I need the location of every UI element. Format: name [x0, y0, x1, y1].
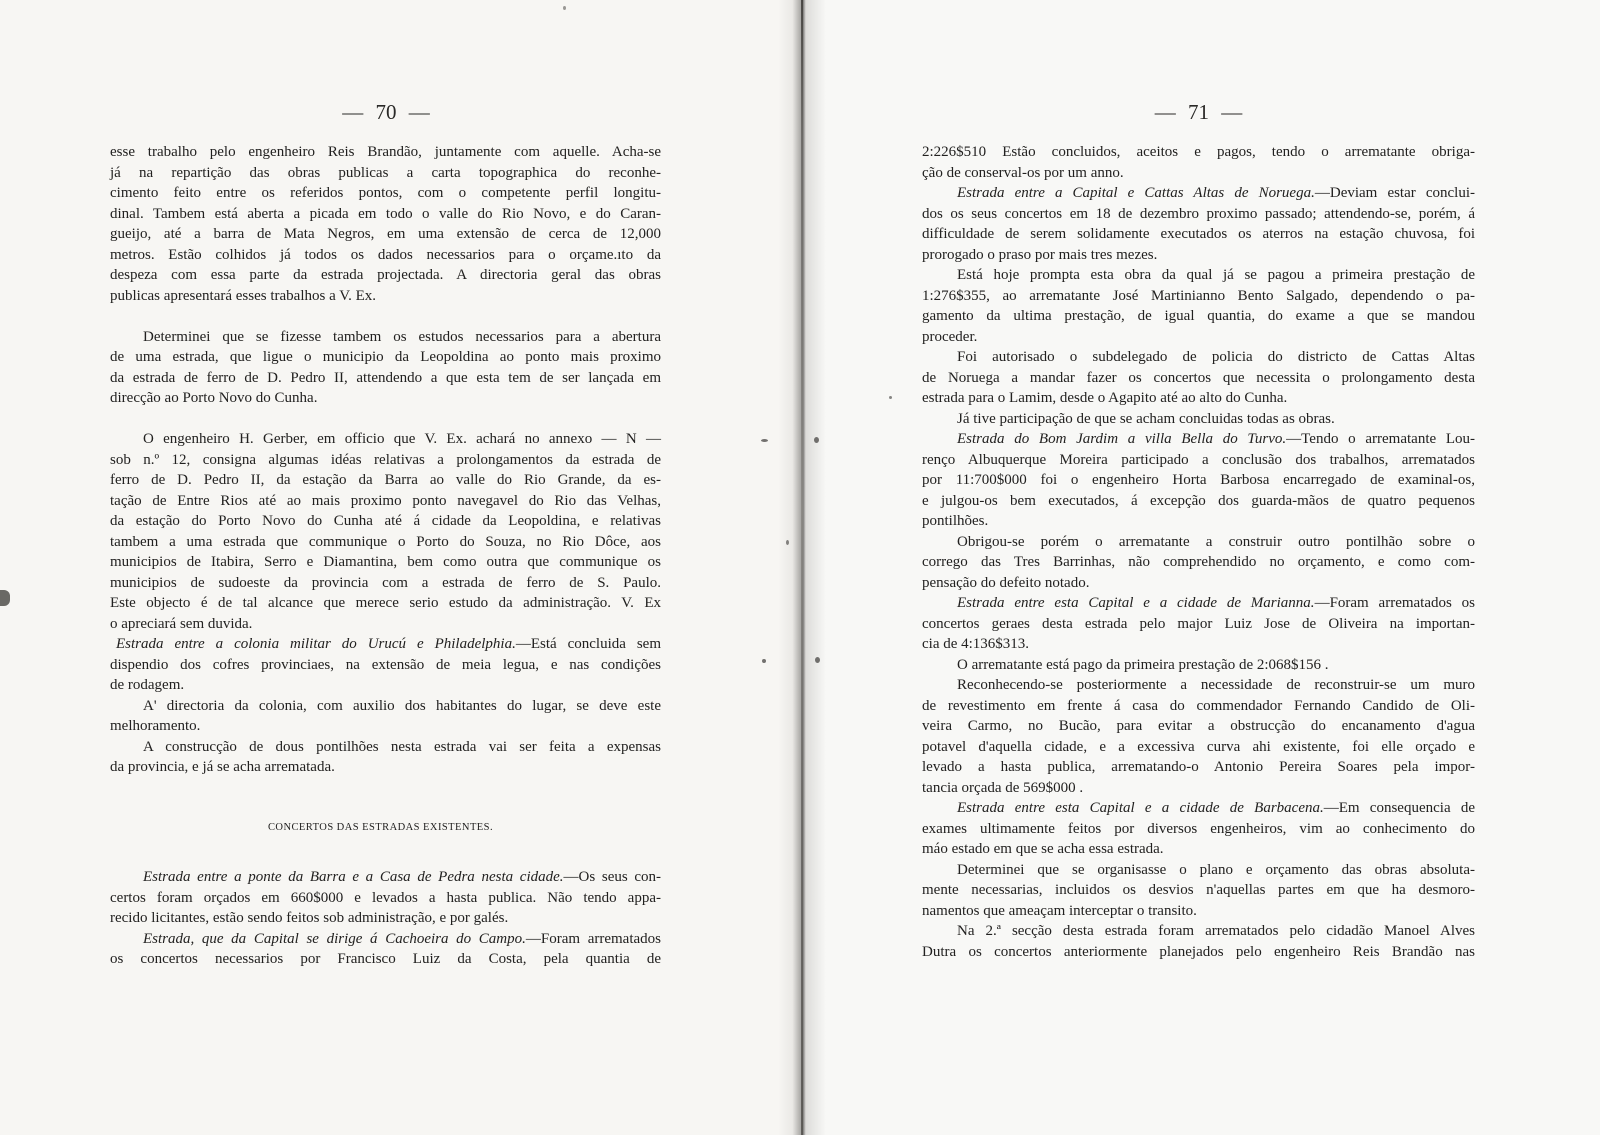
text-line: de rodagem. [110, 677, 185, 693]
paragraph [110, 696, 661, 737]
text-line: A' directoria da colonia, com auxilio dos habitantes do lugar, se deve este [143, 697, 661, 714]
paragraph [922, 655, 1475, 676]
paragraph [110, 737, 661, 778]
line-text: —Foram arrematados [525, 930, 661, 947]
text-line: pontilhões. [922, 513, 989, 529]
road-title: Estrada entre a ponte da Barra e a Casa de Pedra nesta cidade. [143, 869, 564, 885]
paragraph [922, 532, 1475, 594]
paragraph [110, 142, 661, 306]
road-title: Estrada entre esta Capital e a cidade de Barbacena. [957, 800, 1324, 816]
text-line: concertos geraes desta estrada pelo major Luiz Jose de Oliveira na importan- [922, 615, 1475, 632]
text-line: Este objecto é de tal alcance que merece serio estudo da administração. V. Ex [110, 595, 661, 611]
left-page-text [110, 142, 661, 970]
text-line: potavel d'aquella cidade, e a excessiva curva ahi existente, foi elle orçado e [922, 738, 1475, 755]
text-line: Determinei que se fizesse tambem os estudos necessarios para a abertura [143, 328, 661, 345]
road-title: Estrada do Bom Jardim a villa Bella do Turvo. [957, 431, 1287, 447]
paragraph [110, 929, 661, 970]
line-text: —Deviam estar conclui- [1314, 185, 1475, 201]
text-line: sob n.º 12, consigna algumas idéas relativas a prolongamentos da estrada de [110, 451, 661, 468]
text-line: mente necessarias, incluidos os desvios n'aquellas partes em que ha desmoro- [922, 882, 1475, 898]
text-line: municipios de sudoeste da provincia com a estrada de ferro de S. Paulo. [110, 574, 661, 591]
paragraph [922, 265, 1475, 347]
road-title: Estrada entre a Capital e Cattas Altas de Noruega. [957, 185, 1315, 201]
text-line [922, 429, 1475, 450]
text-line: Foi autorisado o subdelegado de policia do districto de Cattas Altas [957, 349, 1475, 365]
scan-speck [814, 437, 819, 443]
text-line: 1:276$355, ao arrematante José Martinianno Bento Salgado, dependendo o pa- [922, 287, 1475, 304]
text-line: melhoramento. [110, 718, 201, 734]
text-line: o apreciará sem duvida. [110, 615, 253, 632]
paragraph [110, 634, 661, 696]
text-line: Na 2.ª secção desta estrada foram arrematados pelo cidadão Manoel Alves [957, 923, 1475, 939]
text-line: por 11:700$000 foi o engenheiro Horta Barbosa encarregado de examinal-os, [922, 472, 1475, 488]
text-line: cia de 4:136$313. [922, 636, 1030, 652]
text-line: da estação do Porto Novo do Cunha até á cidade da Leopoldina, e relativas [110, 513, 661, 529]
line-text: —Tendo o arrematante Lou- [1286, 431, 1476, 447]
text-line: O engenheiro H. Gerber, em officio que V. Ex. achará no annexo — N — [143, 431, 661, 447]
text-line: 2:226$510 Estão concluidos, aceitos e pagos, tendo o arrematante obriga- [922, 144, 1475, 160]
scan-speck [762, 659, 766, 663]
text-line: dispendio dos cofres provinciaes, na extensão de meia legua, e nas condições [110, 656, 661, 673]
scan-speck [889, 396, 892, 399]
scan-speck [761, 439, 768, 442]
paragraph [922, 593, 1475, 655]
text-line: Obrigou-se porém o arrematante a construir outro pontilhão sobre o [957, 533, 1475, 550]
text-line: máo estado em que se acha essa estrada. [922, 841, 1164, 857]
paragraph [922, 347, 1475, 409]
text-line: cimento feito entre os referidos pontos, com o competente perfil longitu- [110, 185, 661, 201]
paragraph [110, 429, 661, 634]
text-line: corrego das Tres Barrinhas, não comprehendido no orçamento, e como com- [922, 554, 1475, 570]
text-line: Determinei que se organisasse o plano e orçamento das obras absoluta- [957, 861, 1475, 878]
text-line [922, 183, 1475, 204]
text-line: e julgou-os bem executados, á excepção dos guarda-mãos de quatro pequenos [922, 492, 1475, 509]
line-text: —Em consequencia de [1323, 800, 1475, 816]
page-number-right: — 71 — [1154, 100, 1243, 124]
paragraph [922, 183, 1475, 265]
text-line: recido licitantes, estão sendo feitos sob administração, e por galés. [110, 910, 509, 926]
road-title: Estrada entre a colonia militar do Urucú e Philadelphia. [116, 636, 516, 652]
text-line: metros. Estão colhidos já todos os dados necessarios para o orçame.ıto da [110, 246, 661, 263]
text-line: namentos que ameaçam interceptar o transito. [922, 902, 1197, 919]
text-line: estrada para o Lamim, desde o Agapito até ao alto do Cunha. [922, 390, 1288, 406]
text-line: pensação do defeito notado. [922, 574, 1090, 591]
scan-speck [815, 657, 820, 663]
text-line: exames ultimamente feitos por diversos engenheiros, vim ao conhecimento do [922, 820, 1475, 837]
text-line: levado a hasta publica, arrematando-o Antonio Pereira Soares pela impor- [922, 759, 1475, 775]
line-text: —Os seus con- [563, 869, 661, 885]
road-title: Estrada entre esta Capital e a cidade de Marianna. [957, 595, 1315, 611]
text-line: A construcção de dous pontilhões nesta estrada vai ser feita a expensas [143, 738, 661, 755]
text-line: tambem a uma estrada que communique o Porto do Souza, no Rio Dôce, aos [110, 533, 661, 550]
text-line: direcção ao Porto Novo do Cunha. [110, 390, 318, 406]
text-line: prorogado o praso por mais tres mezes. [922, 246, 1158, 263]
paragraph [922, 142, 1475, 183]
paragraph [110, 327, 661, 409]
scan-speck [786, 540, 789, 545]
text-line: despeza com essa parte da estrada projectada. A directoria geral das obras [110, 267, 661, 283]
text-line: dos os seus concertos em 18 de dezembro proximo passado; attendendo-se, porém, á [922, 205, 1475, 222]
text-line [110, 867, 661, 888]
paragraph [922, 409, 1475, 430]
scan-speck [563, 6, 566, 10]
text-line: de Noruega a mandar fazer os concertos que necessita o prolongamento desta [922, 369, 1475, 386]
paragraph [922, 429, 1475, 532]
text-line: já na repartição das obras publicas a carta topographica do reconhe- [110, 164, 661, 181]
text-line: esse trabalho pelo engenheiro Reis Brandão, juntamente com aquelle. Acha-se [110, 144, 661, 160]
text-line: de uma estrada, que ligue o municipio da Leopoldina ao ponto mais proximo [110, 349, 661, 365]
text-line: de revestimento em frente á casa do commendador Fernando Candido de Oli- [922, 697, 1475, 714]
line-text: —Foram arrematados os [1314, 595, 1475, 611]
text-line: renço Albuquerque Moreira participado a conclusão dos trabalhos, arrematados [922, 451, 1475, 468]
text-line: difficuldade de serem solidamente executados os aterros na estação chuvosa, foi [922, 226, 1475, 242]
paragraph [922, 798, 1475, 860]
text-line: Reconhecendo-se posteriormente a necessidade de reconstruir-se um muro [957, 677, 1475, 693]
text-line: gueijo, até a barra de Mata Negros, em uma extensão de cerca de 12,000 [110, 226, 661, 242]
line-text: —Está concluida sem [515, 636, 661, 652]
text-line: certos foram orçados em 660$000 e levados a hasta publica. Não tendo appa- [110, 889, 661, 906]
paragraph [922, 860, 1475, 922]
text-line: Dutra os concertos anteriormente planejados pelo engenheiro Reis Brandão nas [922, 943, 1475, 960]
paragraph [110, 867, 661, 929]
text-line [922, 593, 1475, 614]
scan-speck [0, 590, 10, 606]
text-line: ção de conserval-os por um anno. [922, 164, 1124, 181]
text-line [110, 634, 661, 655]
page-number-left: — 70 — [342, 100, 430, 124]
paragraph [922, 675, 1475, 798]
text-line: Está hoje prompta esta obra da qual já se pagou a primeira prestação de [957, 267, 1475, 283]
text-line: gamento da ultima prestação, de igual quantia, do exame a que se mandou [922, 308, 1475, 324]
text-line: da estrada de ferro de D. Pedro II, attendendo a que esta tem de ser lançada em [110, 369, 661, 386]
text-line: dinal. Tambem está aberta a picada em todo o valle do Rio Novo, e do Caran- [110, 205, 661, 222]
text-line: tancia orçada de 569$000 . [922, 779, 1084, 796]
paragraph [922, 921, 1475, 962]
text-line: municipios de Itabira, Serro e Diamantina, bem como outra que communique os [110, 554, 661, 570]
text-line: da provincia, e já se acha arrematada. [110, 759, 335, 775]
road-title: Estrada, que da Capital se dirige á Cachoeira do Campo. [143, 930, 526, 947]
text-line: os concertos necessarios por Francisco Luiz da Costa, pela quantia de [110, 951, 661, 967]
text-line: publicas apresentará esses trabalhos a V. Ex. [110, 287, 377, 304]
section-heading: CONCERTOS DAS ESTRADAS EXISTENTES. [267, 822, 494, 834]
text-line: Já tive participação de que se acham concluidas todas as obras. [957, 410, 1335, 427]
right-page-text [922, 142, 1475, 962]
text-line: veira Carmo, no Bucão, para evitar a obstrucção do encanamento d'agua [922, 718, 1475, 734]
text-line [110, 929, 661, 950]
text-line: O arrematante está pago da primeira prestação de 2:068$156 . [957, 656, 1329, 673]
book-gutter-line [801, 0, 803, 1135]
text-line: proceder. [922, 328, 978, 345]
text-line: ferro de D. Pedro II, da estação da Barra ao valle do Rio Grande, da es- [110, 472, 661, 488]
text-line: tação de Entre Rios até ao mais proximo ponto navegavel do Rio das Velhas, [110, 492, 661, 509]
text-line [922, 798, 1475, 819]
